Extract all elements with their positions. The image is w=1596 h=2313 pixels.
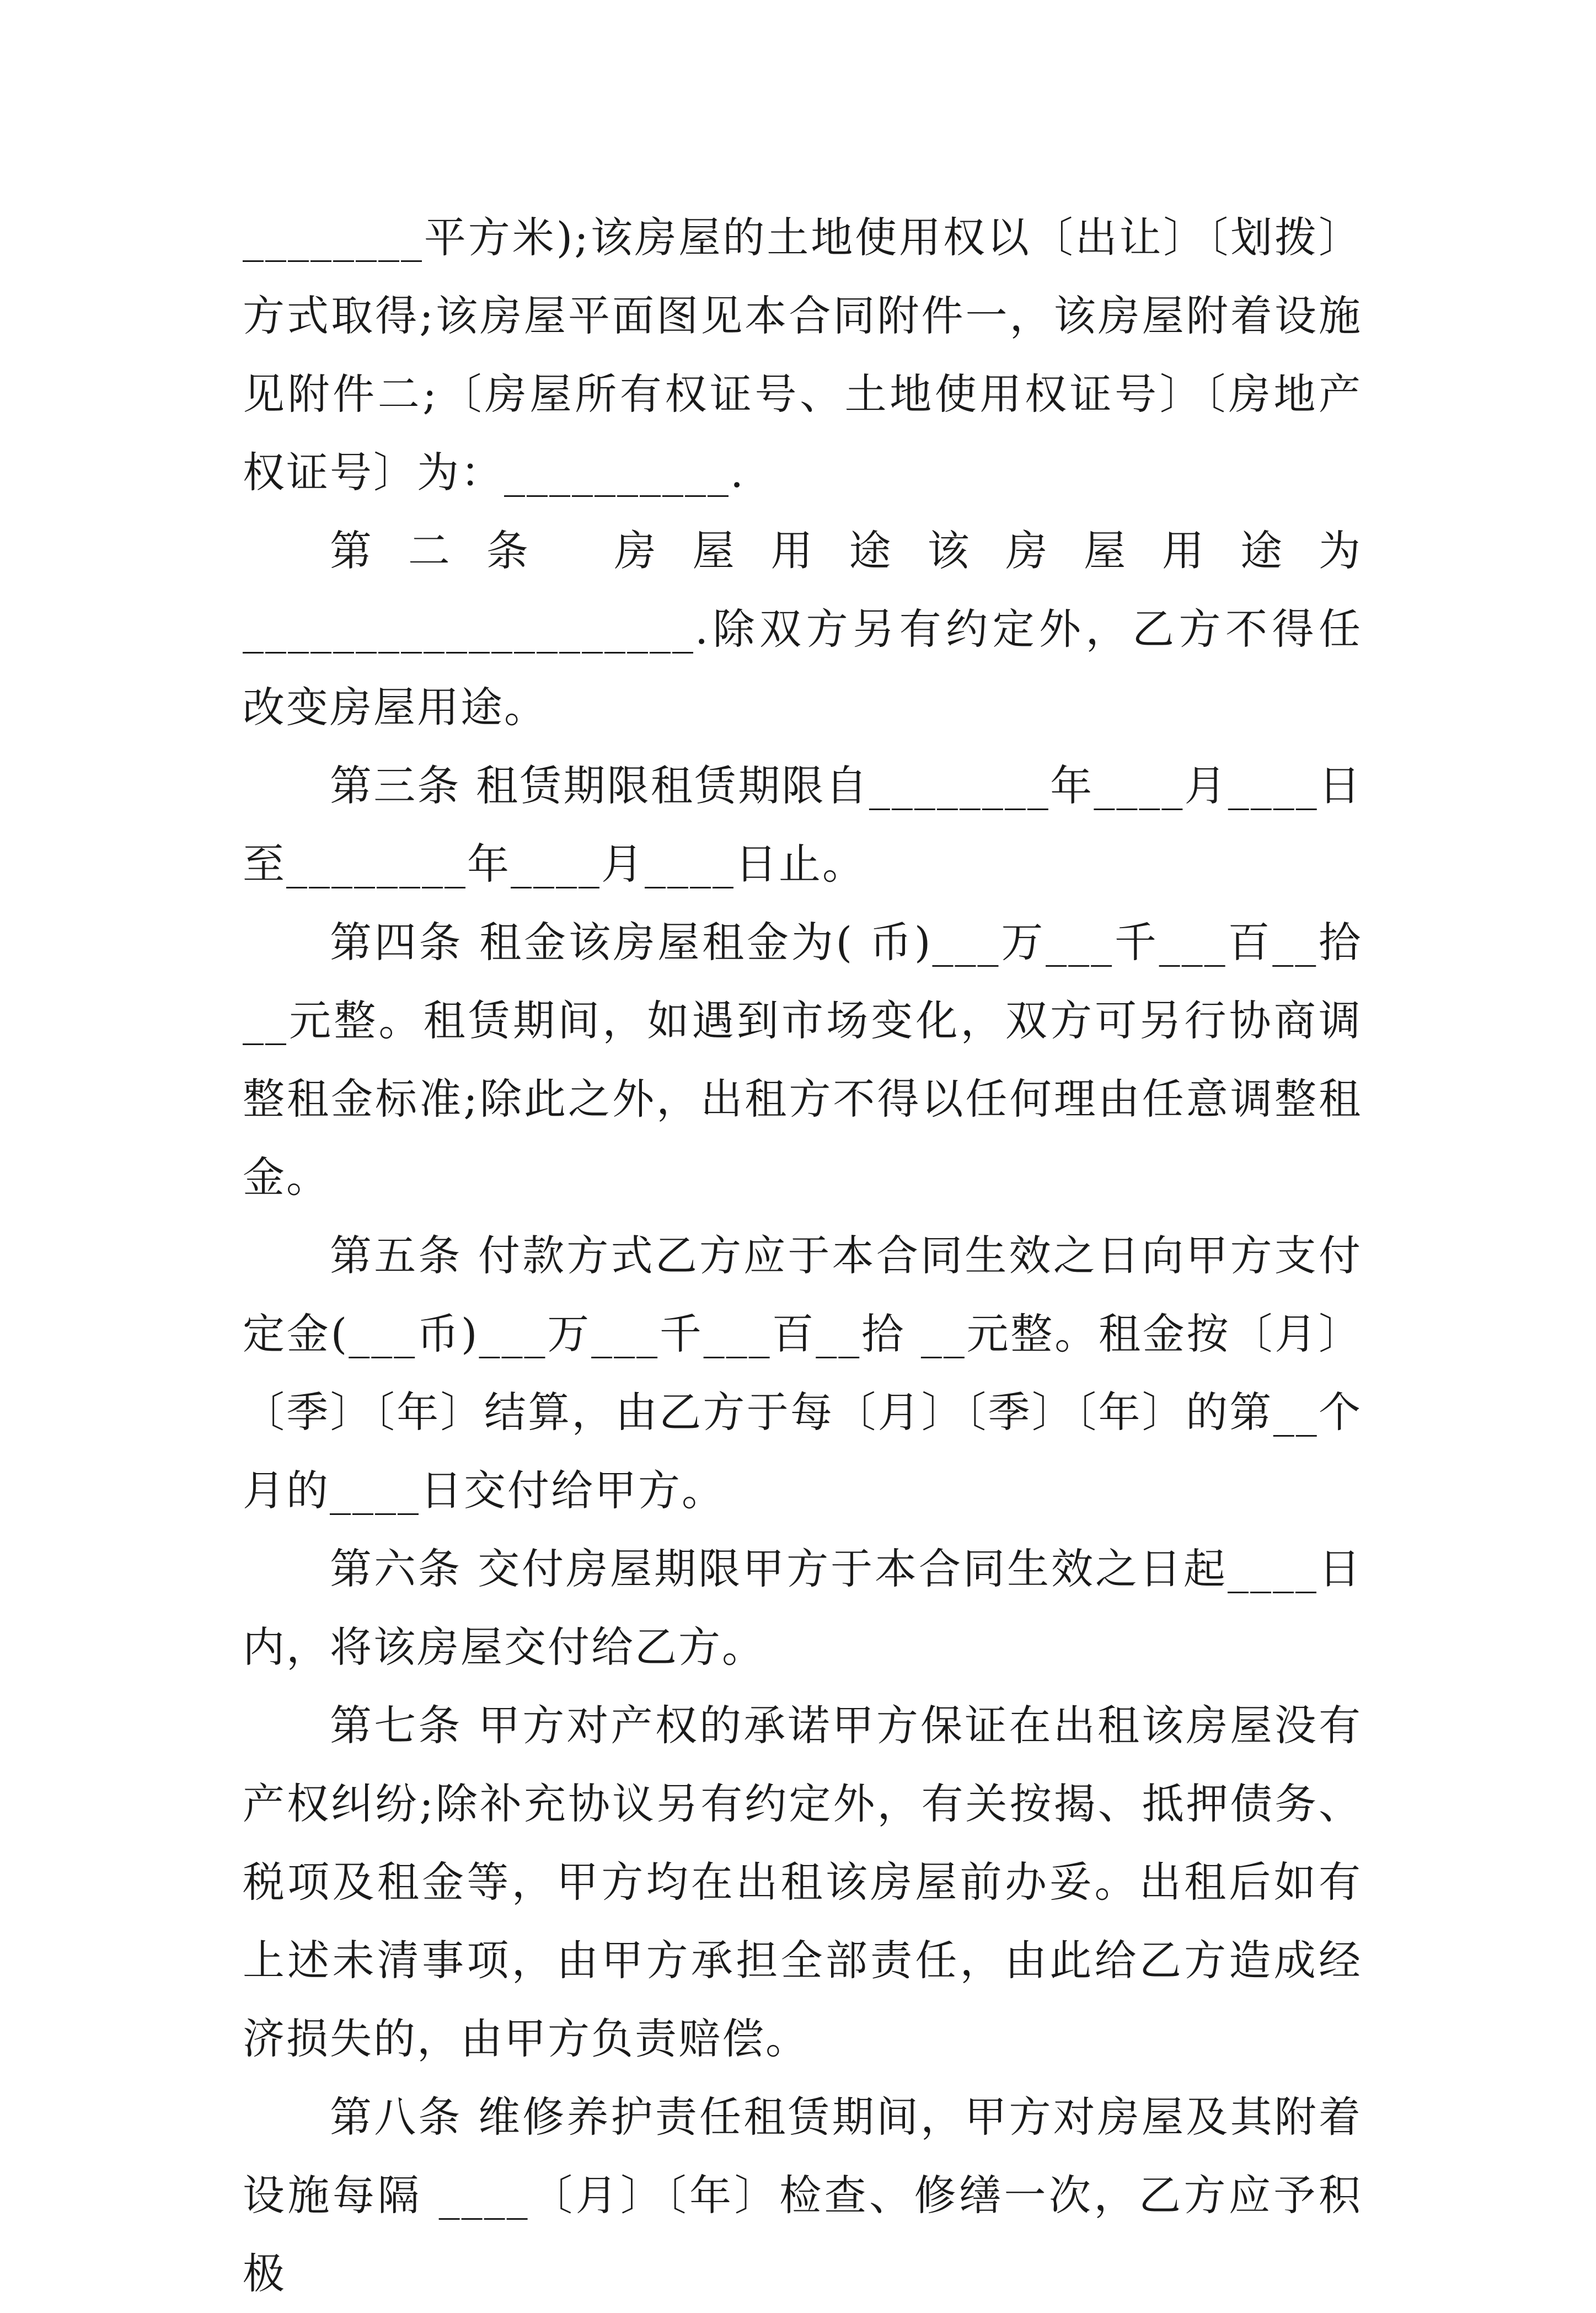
paragraph-article-2-usage: 第二条 房屋用途该房屋用途为____________________.除双方另有约定外，乙方不得任改变房屋用途。 xyxy=(243,526,1362,732)
paragraph-article-4-rent: 第四条 租金该房屋租金为( 币)___万___千___百__拾__元整。租赁期间，如遇到市场变化，双方可另行协商调整租金标准;除此之外，出租方不得以任何理由任意调整租金。 xyxy=(243,918,1362,1202)
paragraph-article-5-payment: 第五条 付款方式乙方应于本合同生效之日向甲方支付定金(___币)___万___千___百__拾 __元整。租金按〔月〕〔季〕〔年〕结算，由乙方于每〔月〕〔季〕〔年〕的第__个月的____日交付给甲方。 xyxy=(243,1231,1362,1515)
paragraph-article-6-delivery: 第六条 交付房屋期限甲方于本合同生效之日起____日内，将该房屋交付给乙方。 xyxy=(243,1544,1362,1672)
paragraph-article-3-term: 第三条 租赁期限租赁期限自________年____月____日至________年____月____日止。 xyxy=(243,761,1362,888)
paragraph-property-details: ________平方米);该房屋的土地使用权以〔出让〕〔划拨〕方式取得;该房屋平面图见本合同附件一，该房屋附着设施见附件二;〔房屋所有权证号、土地使用权证号〕〔房地产权证号〕为：__________. xyxy=(243,213,1362,497)
paragraph-article-7-title: 第七条 甲方对产权的承诺甲方保证在出租该房屋没有产权纠纷;除补充协议另有约定外，有关按揭、抵押债务、税项及租金等，甲方均在出租该房屋前办妥。出租后如有上述未清事项，由甲方承担全部责任，由此给乙方造成经济损失的，由甲方负责赔偿。 xyxy=(243,1701,1362,2063)
paragraph-article-8-maintenance: 第八条 维修养护责任租赁期间，甲方对房屋及其附着设施每隔 ____〔月〕〔年〕检查、修缮一次，乙方应予积极 xyxy=(243,2092,1362,2298)
contract-body xyxy=(243,199,1362,2313)
